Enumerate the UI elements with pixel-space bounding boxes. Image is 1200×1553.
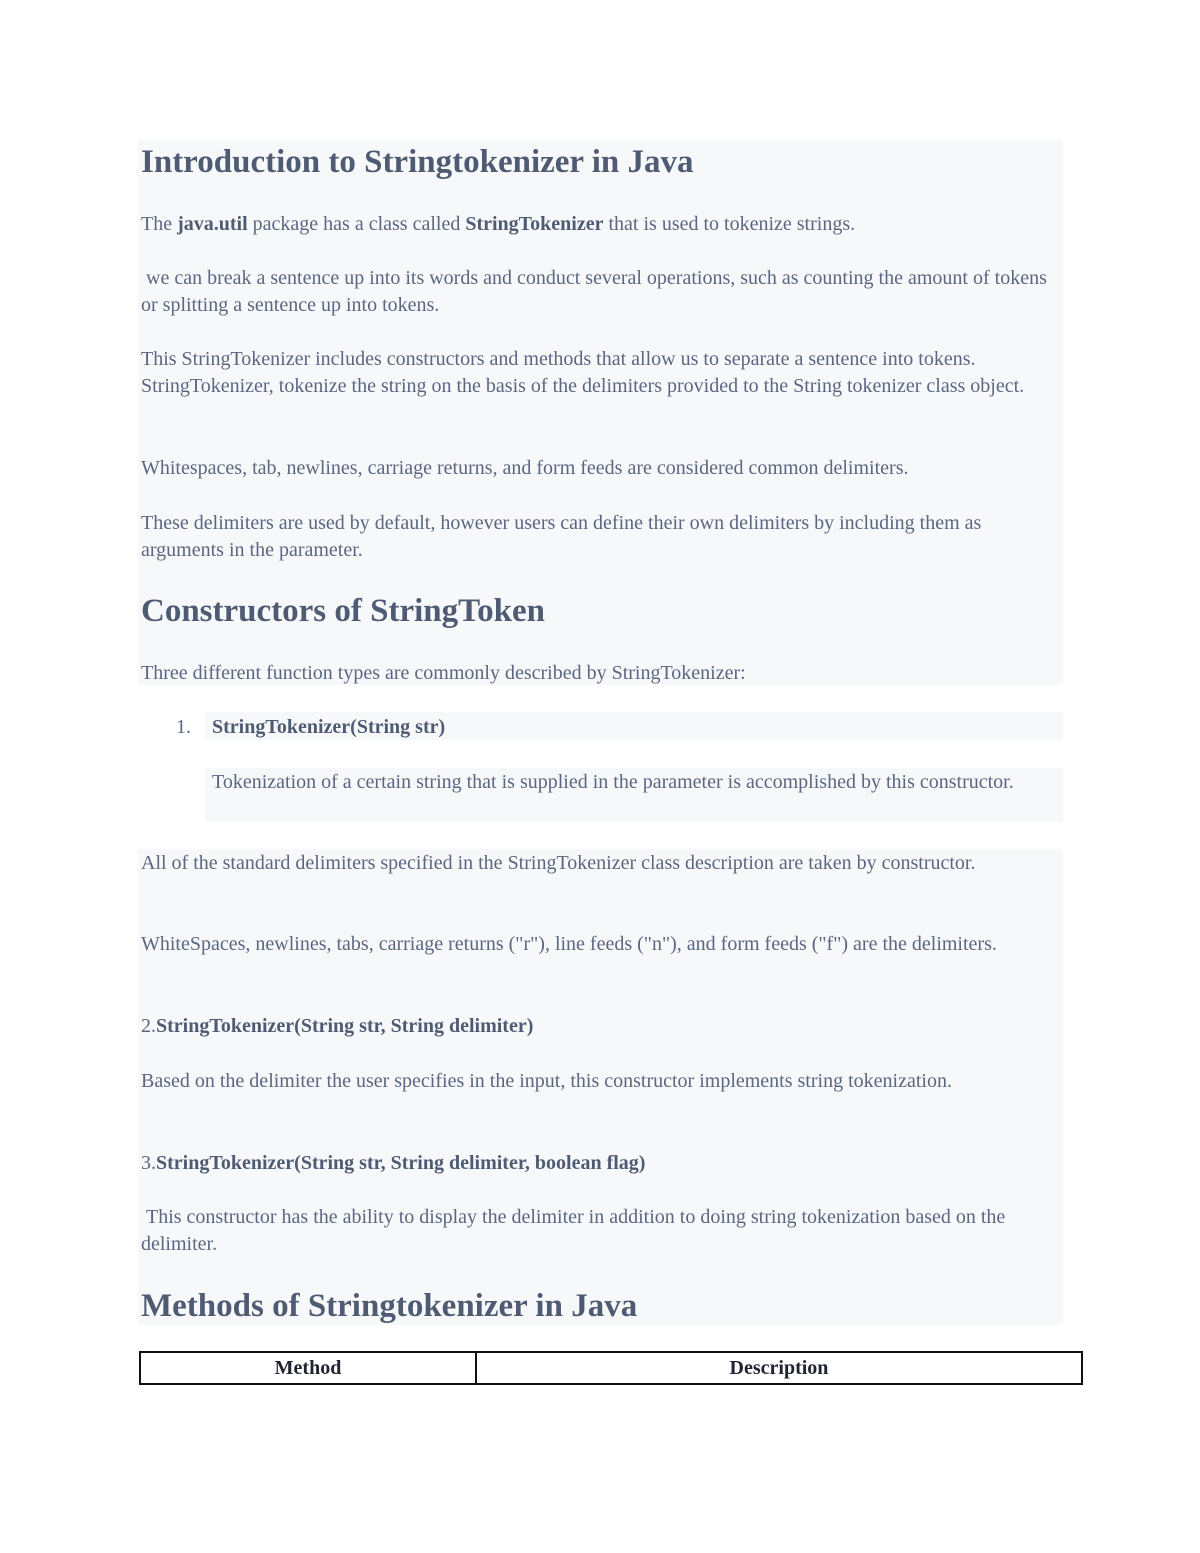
heading-constructors: Constructors of StringToken xyxy=(141,593,545,629)
methods-table-header-description: Description xyxy=(476,1352,1082,1384)
heading-introduction: Introduction to Stringtokenizer in Java xyxy=(141,144,694,180)
intro-paragraph-3: This StringTokenizer includes constructors and methods that allow us to separate a sentence into tokens. StringTokenizer, tokenize the string on the basis of the delimiters provided to the String tokenizer class object. xyxy=(141,348,1025,397)
intro-p1-middle: package has a class called xyxy=(247,213,466,235)
intro-p1-prefix: The xyxy=(141,213,178,235)
methods-table-header-row xyxy=(140,1352,1082,1384)
item2-title: StringTokenizer(String str, String delimiter) xyxy=(156,1015,534,1037)
intro-p1-class: StringTokenizer xyxy=(465,213,604,235)
item1-number: 1. xyxy=(176,716,191,738)
item3-description: This constructor has the ability to display the delimiter in addition to doing string tokenization based on the delimiter. xyxy=(141,1206,1011,1255)
intro-paragraph-2: we can break a sentence up into its words and conduct several operations, such as counting the amount of tokens or splitting a sentence up into tokens. xyxy=(141,267,1052,316)
item3-number: 3. xyxy=(141,1152,156,1174)
item3-title: StringTokenizer(String str, String delimiter, boolean flag) xyxy=(156,1152,646,1174)
item2-number: 2. xyxy=(141,1015,156,1037)
item1-title: StringTokenizer(String str) xyxy=(212,716,446,738)
intro-paragraph-5: These delimiters are used by default, however users can define their own delimiters by including them as arguments in the parameter. xyxy=(141,512,982,561)
constructor-note-1: All of the standard delimiters specified in the StringTokenizer class description are taken by constructor. xyxy=(141,852,976,874)
intro-p1-package: java.util xyxy=(177,213,248,235)
methods-table xyxy=(139,1351,1083,1385)
constructor-note-2: WhiteSpaces, newlines, tabs, carriage returns ("r"), line feeds ("n"), and form feeds ("f") are the delimiters. xyxy=(141,933,997,955)
item2-heading xyxy=(141,1013,1056,1040)
item3-heading xyxy=(141,1150,1056,1177)
heading-methods: Methods of Stringtokenizer in Java xyxy=(141,1288,638,1324)
item2-description: Based on the delimiter the user specifies in the input, this constructor implements string tokenization. xyxy=(141,1070,952,1092)
item1-description: Tokenization of a certain string that is supplied in the parameter is accomplished by this constructor. xyxy=(212,771,1014,793)
intro-p1-suffix: that is used to tokenize strings. xyxy=(603,213,856,235)
methods-table-header-method: Method xyxy=(140,1352,476,1384)
intro-paragraph-4: Whitespaces, tab, newlines, carriage returns, and form feeds are considered common delimiters. xyxy=(141,457,909,479)
intro-paragraph-1 xyxy=(141,211,1056,238)
constructors-intro: Three different function types are commonly described by StringTokenizer: xyxy=(141,662,746,684)
